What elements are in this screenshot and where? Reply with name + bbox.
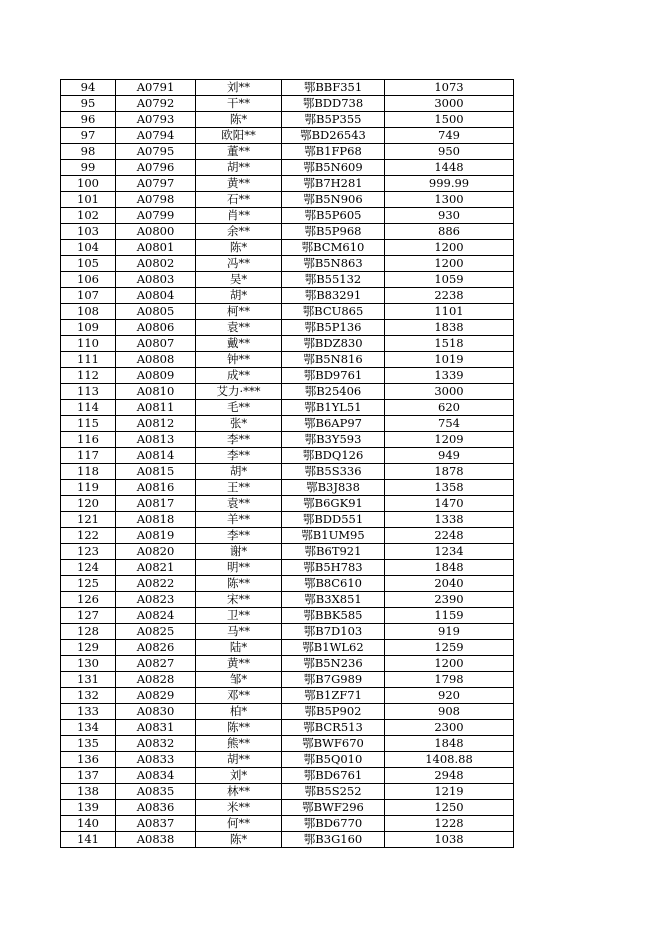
name-cell: 刘** — [196, 80, 282, 96]
name-cell: 马** — [196, 624, 282, 640]
row-number-cell: 119 — [61, 480, 116, 496]
table-row — [61, 688, 514, 704]
plate-cell: 鄂BD6770 — [282, 816, 385, 832]
amount-cell: 920 — [385, 688, 514, 704]
name-cell: 羊** — [196, 512, 282, 528]
table-row — [61, 592, 514, 608]
table-row — [61, 464, 514, 480]
name-cell: 余** — [196, 224, 282, 240]
name-cell: 卫** — [196, 608, 282, 624]
id-cell: A0837 — [116, 816, 196, 832]
table-row — [61, 336, 514, 352]
id-cell: A0815 — [116, 464, 196, 480]
id-cell: A0805 — [116, 304, 196, 320]
plate-cell: 鄂B8C610 — [282, 576, 385, 592]
table-row — [61, 800, 514, 816]
name-cell: 何** — [196, 816, 282, 832]
row-number-cell: 134 — [61, 720, 116, 736]
row-number-cell: 117 — [61, 448, 116, 464]
name-cell: 陈** — [196, 720, 282, 736]
row-number-cell: 123 — [61, 544, 116, 560]
plate-cell: 鄂BDD551 — [282, 512, 385, 528]
id-cell: A0833 — [116, 752, 196, 768]
amount-cell: 1798 — [385, 672, 514, 688]
row-number-cell: 95 — [61, 96, 116, 112]
table-row — [61, 400, 514, 416]
row-number-cell: 128 — [61, 624, 116, 640]
data-table — [60, 79, 514, 848]
plate-cell: 鄂B5S252 — [282, 784, 385, 800]
plate-cell: 鄂B5P902 — [282, 704, 385, 720]
row-number-cell: 116 — [61, 432, 116, 448]
amount-cell: 2948 — [385, 768, 514, 784]
plate-cell: 鄂B3Y593 — [282, 432, 385, 448]
plate-cell: 鄂B7H281 — [282, 176, 385, 192]
plate-cell: 鄂BWF670 — [282, 736, 385, 752]
name-cell: 毛** — [196, 400, 282, 416]
id-cell: A0794 — [116, 128, 196, 144]
plate-cell: 鄂BBK585 — [282, 608, 385, 624]
table-row — [61, 768, 514, 784]
amount-cell: 1838 — [385, 320, 514, 336]
id-cell: A0816 — [116, 480, 196, 496]
amount-cell: 1234 — [385, 544, 514, 560]
table-row — [61, 288, 514, 304]
amount-cell: 1339 — [385, 368, 514, 384]
table-row — [61, 720, 514, 736]
id-cell: A0806 — [116, 320, 196, 336]
plate-cell: 鄂B83291 — [282, 288, 385, 304]
id-cell: A0801 — [116, 240, 196, 256]
row-number-cell: 110 — [61, 336, 116, 352]
plate-cell: 鄂BCM610 — [282, 240, 385, 256]
row-number-cell: 100 — [61, 176, 116, 192]
plate-cell: 鄂B7G989 — [282, 672, 385, 688]
row-number-cell: 96 — [61, 112, 116, 128]
amount-cell: 3000 — [385, 96, 514, 112]
table-row — [61, 304, 514, 320]
amount-cell: 2248 — [385, 528, 514, 544]
amount-cell: 2040 — [385, 576, 514, 592]
id-cell: A0824 — [116, 608, 196, 624]
id-cell: A0834 — [116, 768, 196, 784]
id-cell: A0802 — [116, 256, 196, 272]
amount-cell: 1019 — [385, 352, 514, 368]
name-cell: 干** — [196, 96, 282, 112]
name-cell: 李** — [196, 448, 282, 464]
id-cell: A0820 — [116, 544, 196, 560]
name-cell: 冯** — [196, 256, 282, 272]
name-cell: 袁** — [196, 496, 282, 512]
plate-cell: 鄂B1ZF71 — [282, 688, 385, 704]
table-body — [61, 80, 514, 848]
id-cell: A0825 — [116, 624, 196, 640]
id-cell: A0814 — [116, 448, 196, 464]
name-cell: 张* — [196, 416, 282, 432]
id-cell: A0804 — [116, 288, 196, 304]
id-cell: A0829 — [116, 688, 196, 704]
table-row — [61, 256, 514, 272]
name-cell: 熊** — [196, 736, 282, 752]
id-cell: A0827 — [116, 656, 196, 672]
row-number-cell: 141 — [61, 832, 116, 848]
amount-cell: 908 — [385, 704, 514, 720]
table-row — [61, 736, 514, 752]
plate-cell: 鄂B6T921 — [282, 544, 385, 560]
amount-cell: 1448 — [385, 160, 514, 176]
table-row — [61, 480, 514, 496]
row-number-cell: 126 — [61, 592, 116, 608]
plate-cell: 鄂B6GK91 — [282, 496, 385, 512]
plate-cell: 鄂B5N816 — [282, 352, 385, 368]
id-cell: A0823 — [116, 592, 196, 608]
plate-cell: 鄂BDZ830 — [282, 336, 385, 352]
amount-cell: 1300 — [385, 192, 514, 208]
table-row — [61, 192, 514, 208]
plate-cell: 鄂BD26543 — [282, 128, 385, 144]
table-row — [61, 816, 514, 832]
plate-cell: 鄂B5P605 — [282, 208, 385, 224]
plate-cell: 鄂B1FP68 — [282, 144, 385, 160]
amount-cell: 1408.88 — [385, 752, 514, 768]
name-cell: 米** — [196, 800, 282, 816]
table-row — [61, 752, 514, 768]
amount-cell: 950 — [385, 144, 514, 160]
name-cell: 黄** — [196, 656, 282, 672]
amount-cell: 930 — [385, 208, 514, 224]
name-cell: 钟** — [196, 352, 282, 368]
table-row — [61, 112, 514, 128]
plate-cell: 鄂BDD738 — [282, 96, 385, 112]
plate-cell: 鄂B1UM95 — [282, 528, 385, 544]
name-cell: 袁** — [196, 320, 282, 336]
row-number-cell: 132 — [61, 688, 116, 704]
name-cell: 谢* — [196, 544, 282, 560]
table-row — [61, 224, 514, 240]
row-number-cell: 94 — [61, 80, 116, 96]
plate-cell: 鄂B5H783 — [282, 560, 385, 576]
table-row — [61, 608, 514, 624]
plate-cell: 鄂B6AP97 — [282, 416, 385, 432]
id-cell: A0791 — [116, 80, 196, 96]
table-row — [61, 320, 514, 336]
name-cell: 成** — [196, 368, 282, 384]
amount-cell: 1038 — [385, 832, 514, 848]
table-row — [61, 176, 514, 192]
row-number-cell: 125 — [61, 576, 116, 592]
amount-cell: 1200 — [385, 240, 514, 256]
plate-cell: 鄂B1WL62 — [282, 640, 385, 656]
table-row — [61, 528, 514, 544]
row-number-cell: 111 — [61, 352, 116, 368]
row-number-cell: 115 — [61, 416, 116, 432]
amount-cell: 919 — [385, 624, 514, 640]
name-cell: 胡** — [196, 752, 282, 768]
name-cell: 明** — [196, 560, 282, 576]
id-cell: A0803 — [116, 272, 196, 288]
amount-cell: 620 — [385, 400, 514, 416]
row-number-cell: 121 — [61, 512, 116, 528]
amount-cell: 1338 — [385, 512, 514, 528]
id-cell: A0826 — [116, 640, 196, 656]
name-cell: 林** — [196, 784, 282, 800]
plate-cell: 鄂BCR513 — [282, 720, 385, 736]
amount-cell: 1470 — [385, 496, 514, 512]
amount-cell: 1200 — [385, 256, 514, 272]
table-row — [61, 96, 514, 112]
name-cell: 陈** — [196, 576, 282, 592]
table-row — [61, 208, 514, 224]
row-number-cell: 135 — [61, 736, 116, 752]
amount-cell: 1259 — [385, 640, 514, 656]
row-number-cell: 138 — [61, 784, 116, 800]
table-row — [61, 544, 514, 560]
plate-cell: 鄂BD6761 — [282, 768, 385, 784]
amount-cell: 1518 — [385, 336, 514, 352]
amount-cell: 1073 — [385, 80, 514, 96]
table-row — [61, 496, 514, 512]
plate-cell: 鄂B5N236 — [282, 656, 385, 672]
id-cell: A0800 — [116, 224, 196, 240]
plate-cell: 鄂B3J838 — [282, 480, 385, 496]
plate-cell: 鄂B5N609 — [282, 160, 385, 176]
name-cell: 王** — [196, 480, 282, 496]
name-cell: 陈* — [196, 112, 282, 128]
id-cell: A0831 — [116, 720, 196, 736]
amount-cell: 1250 — [385, 800, 514, 816]
amount-cell: 949 — [385, 448, 514, 464]
row-number-cell: 120 — [61, 496, 116, 512]
table-row — [61, 352, 514, 368]
row-number-cell: 97 — [61, 128, 116, 144]
id-cell: A0792 — [116, 96, 196, 112]
plate-cell: 鄂B5P968 — [282, 224, 385, 240]
plate-cell: 鄂B5N863 — [282, 256, 385, 272]
plate-cell: 鄂B5Q010 — [282, 752, 385, 768]
id-cell: A0796 — [116, 160, 196, 176]
amount-cell: 1848 — [385, 736, 514, 752]
row-number-cell: 137 — [61, 768, 116, 784]
amount-cell: 1500 — [385, 112, 514, 128]
amount-cell: 1059 — [385, 272, 514, 288]
row-number-cell: 103 — [61, 224, 116, 240]
id-cell: A0807 — [116, 336, 196, 352]
name-cell: 董** — [196, 144, 282, 160]
amount-cell: 1209 — [385, 432, 514, 448]
row-number-cell: 114 — [61, 400, 116, 416]
row-number-cell: 101 — [61, 192, 116, 208]
row-number-cell: 102 — [61, 208, 116, 224]
amount-cell: 1159 — [385, 608, 514, 624]
row-number-cell: 140 — [61, 816, 116, 832]
row-number-cell: 124 — [61, 560, 116, 576]
row-number-cell: 112 — [61, 368, 116, 384]
row-number-cell: 122 — [61, 528, 116, 544]
table-row — [61, 80, 514, 96]
amount-cell: 1219 — [385, 784, 514, 800]
name-cell: 肖** — [196, 208, 282, 224]
table-row — [61, 672, 514, 688]
row-number-cell: 106 — [61, 272, 116, 288]
id-cell: A0836 — [116, 800, 196, 816]
name-cell: 陈* — [196, 832, 282, 848]
name-cell: 宋** — [196, 592, 282, 608]
table-row — [61, 240, 514, 256]
row-number-cell: 98 — [61, 144, 116, 160]
table-row — [61, 784, 514, 800]
row-number-cell: 129 — [61, 640, 116, 656]
name-cell: 陈* — [196, 240, 282, 256]
amount-cell: 2390 — [385, 592, 514, 608]
row-number-cell: 109 — [61, 320, 116, 336]
id-cell: A0811 — [116, 400, 196, 416]
amount-cell: 999.99 — [385, 176, 514, 192]
amount-cell: 886 — [385, 224, 514, 240]
amount-cell: 749 — [385, 128, 514, 144]
id-cell: A0832 — [116, 736, 196, 752]
amount-cell: 1228 — [385, 816, 514, 832]
name-cell: 欧阳** — [196, 128, 282, 144]
id-cell: A0797 — [116, 176, 196, 192]
table-row — [61, 576, 514, 592]
row-number-cell: 105 — [61, 256, 116, 272]
name-cell: 艾力·*** — [196, 384, 282, 400]
plate-cell: 鄂B7D103 — [282, 624, 385, 640]
table-row — [61, 624, 514, 640]
id-cell: A0821 — [116, 560, 196, 576]
row-number-cell: 113 — [61, 384, 116, 400]
table-row — [61, 448, 514, 464]
table-row — [61, 832, 514, 848]
plate-cell: 鄂B5N906 — [282, 192, 385, 208]
id-cell: A0838 — [116, 832, 196, 848]
row-number-cell: 99 — [61, 160, 116, 176]
name-cell: 胡* — [196, 288, 282, 304]
name-cell: 柏* — [196, 704, 282, 720]
amount-cell: 1878 — [385, 464, 514, 480]
name-cell: 柯** — [196, 304, 282, 320]
amount-cell: 2300 — [385, 720, 514, 736]
id-cell: A0835 — [116, 784, 196, 800]
row-number-cell: 133 — [61, 704, 116, 720]
id-cell: A0813 — [116, 432, 196, 448]
name-cell: 吴* — [196, 272, 282, 288]
row-number-cell: 139 — [61, 800, 116, 816]
name-cell: 陆* — [196, 640, 282, 656]
name-cell: 邓** — [196, 688, 282, 704]
plate-cell: 鄂B3X851 — [282, 592, 385, 608]
table-row — [61, 640, 514, 656]
id-cell: A0819 — [116, 528, 196, 544]
table-row — [61, 272, 514, 288]
amount-cell: 754 — [385, 416, 514, 432]
row-number-cell: 130 — [61, 656, 116, 672]
name-cell: 邹* — [196, 672, 282, 688]
plate-cell: 鄂BBF351 — [282, 80, 385, 96]
id-cell: A0809 — [116, 368, 196, 384]
id-cell: A0798 — [116, 192, 196, 208]
amount-cell: 3000 — [385, 384, 514, 400]
id-cell: A0812 — [116, 416, 196, 432]
id-cell: A0808 — [116, 352, 196, 368]
name-cell: 刘* — [196, 768, 282, 784]
plate-cell: 鄂BDQ126 — [282, 448, 385, 464]
name-cell: 黄** — [196, 176, 282, 192]
table-row — [61, 656, 514, 672]
amount-cell: 1358 — [385, 480, 514, 496]
plate-cell: 鄂BCU865 — [282, 304, 385, 320]
plate-cell: 鄂B1YL51 — [282, 400, 385, 416]
id-cell: A0817 — [116, 496, 196, 512]
id-cell: A0793 — [116, 112, 196, 128]
table-row — [61, 160, 514, 176]
table-row — [61, 368, 514, 384]
id-cell: A0799 — [116, 208, 196, 224]
table-row — [61, 704, 514, 720]
name-cell: 胡** — [196, 160, 282, 176]
plate-cell: 鄂B25406 — [282, 384, 385, 400]
amount-cell: 1848 — [385, 560, 514, 576]
row-number-cell: 108 — [61, 304, 116, 320]
id-cell: A0822 — [116, 576, 196, 592]
plate-cell: 鄂B5P136 — [282, 320, 385, 336]
row-number-cell: 118 — [61, 464, 116, 480]
plate-cell: 鄂BD9761 — [282, 368, 385, 384]
plate-cell: 鄂B55132 — [282, 272, 385, 288]
row-number-cell: 127 — [61, 608, 116, 624]
amount-cell: 2238 — [385, 288, 514, 304]
name-cell: 李** — [196, 432, 282, 448]
row-number-cell: 104 — [61, 240, 116, 256]
table-row — [61, 432, 514, 448]
table-row — [61, 560, 514, 576]
plate-cell: 鄂B5P355 — [282, 112, 385, 128]
name-cell: 李** — [196, 528, 282, 544]
row-number-cell: 131 — [61, 672, 116, 688]
table-row — [61, 384, 514, 400]
table-row — [61, 512, 514, 528]
plate-cell: 鄂B5S336 — [282, 464, 385, 480]
row-number-cell: 136 — [61, 752, 116, 768]
plate-cell: 鄂BWF296 — [282, 800, 385, 816]
table-row — [61, 416, 514, 432]
row-number-cell: 107 — [61, 288, 116, 304]
id-cell: A0810 — [116, 384, 196, 400]
name-cell: 石** — [196, 192, 282, 208]
name-cell: 戴** — [196, 336, 282, 352]
name-cell: 胡* — [196, 464, 282, 480]
table-row — [61, 128, 514, 144]
id-cell: A0828 — [116, 672, 196, 688]
table-row — [61, 144, 514, 160]
amount-cell: 1200 — [385, 656, 514, 672]
plate-cell: 鄂B3G160 — [282, 832, 385, 848]
id-cell: A0830 — [116, 704, 196, 720]
id-cell: A0818 — [116, 512, 196, 528]
id-cell: A0795 — [116, 144, 196, 160]
amount-cell: 1101 — [385, 304, 514, 320]
